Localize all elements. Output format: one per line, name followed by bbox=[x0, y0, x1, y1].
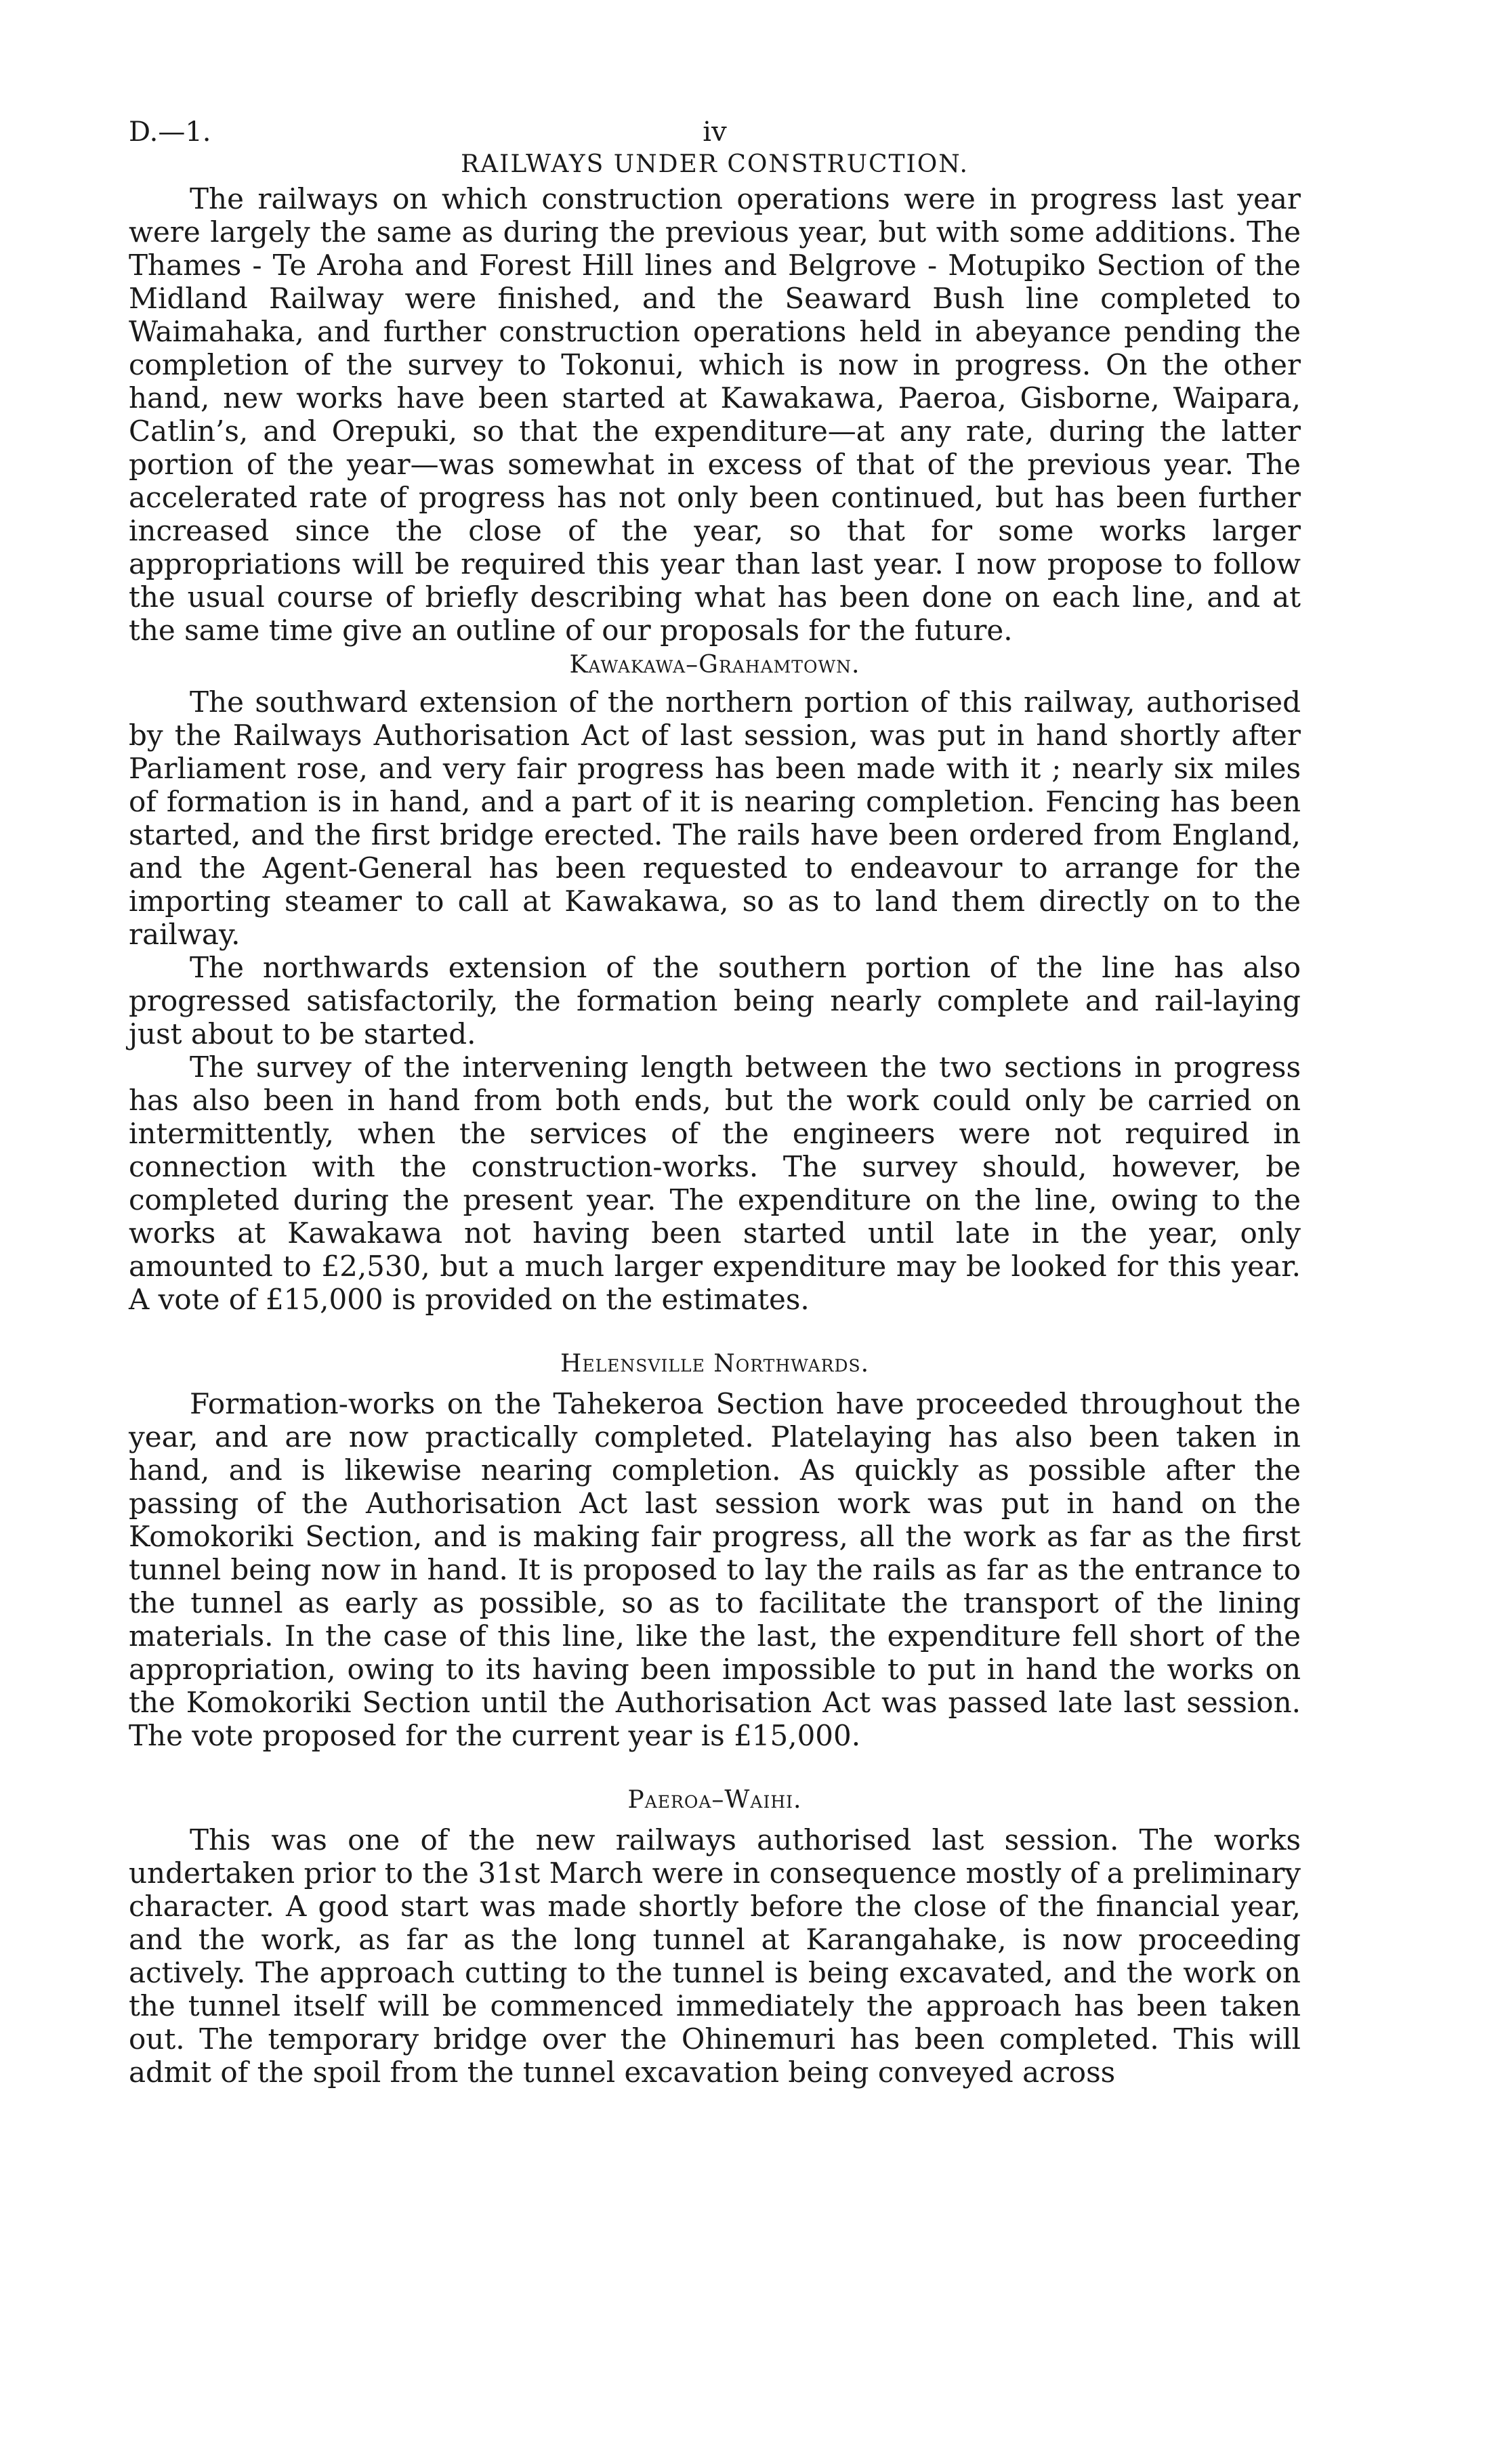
helensville-paragraph-1: Formation-works on the Tahekeroa Section have proceeded throughout the year, and are now practically completed. Platelaying has also been taken in hand, and is likewise nearing completion. As quickly as possible after the passing of the Authorisation Act last session work was put in hand on the Komokoriki Section, and is making fair progress, all the work as far as the first tunnel being now in hand. It is proposed to lay the rails as far as the entrance to the tunnel as early as possible, so as to facilitate the transport of the lining materials. In the case of this line, like the last, the expenditure fell short of the appropriation, owing to its having been impossible to put in hand the works on the Komokoriki Section until the Authorisation Act was passed late last session. The vote proposed for the current year is £15,000. bbox=[129, 1387, 1301, 1752]
kawakawa-paragraph-2: The northwards extension of the southern portion of the line has also progressed satisfactorily, the formation being nearly complete and rail-laying just about to be started. bbox=[129, 951, 1301, 1050]
page-title: RAILWAYS UNDER CONSTRUCTION. bbox=[461, 150, 969, 178]
kawakawa-paragraph-3: The survey of the intervening length between the two sections in progress has also been in hand from both ends, but the work could only be carried on intermittently, when the services of the engineers were not required in connection with the construction-works. The survey should, however, be completed during the present year. The expenditure on the line, owing to the works at Kawakawa not having been started until late in the year, only amounted to £2,530, but a much larger expenditure may be looked for this year. A vote of £15,000 is provided on the estimates. bbox=[129, 1050, 1301, 1316]
intro-paragraph: The railways on which construction operations were in progress last year were largely the same as during the previous year, but with some additions. The Thames - Te Aroha and Forest Hill lines and Belgrove - Motupiko Section of the Midland Railway were finished, and the Seaward Bush line completed to Waimahaka, and further construction operations held in abeyance pending the completion of the survey to Tokonui, which is now in progress. On the other hand, new works have been started at Kawakawa, Paeroa, Gisborne, Waipara, Catlin’s, and Orepuki, so that the expenditure—at any rate, during the latter portion of the year—was somewhat in excess of that of the previous year. The accelerated rate of progress has not only been continued, but has been further increased since the close of the year, so that for some works larger appropriations will be required this year than last year. I now propose to follow the usual course of briefly describing what has been done on each line, and at the same time give an outline of our proposals for the future. bbox=[129, 182, 1301, 647]
section-heading-helensville: Helensville Northwards. bbox=[560, 1350, 870, 1378]
page-header bbox=[129, 102, 1301, 150]
document-page bbox=[129, 102, 1301, 2089]
paeroa-paragraph-1: This was one of the new railways authorised last session. The works undertaken prior to the 31st March were in consequence mostly of a preliminary character. A good start was made shortly before the close of the financial year, and the work, as far as the long tunnel at Karangahake, is now proceeding actively. The approach cutting to the tunnel is being excavated, and the work on the tunnel itself will be commenced immediately the approach has been taken out. The temporary bridge over the Ohinemuri has been completed. This will admit of the spoil from the tunnel excavation being conveyed across bbox=[129, 1823, 1301, 2089]
kawakawa-paragraph-1: The southward extension of the northern portion of this railway, authorised by the Railways Authorisation Act of last session, was put in hand shortly after Parliament rose, and very fair progress has been made with it ; nearly six miles of formation is in hand, and a part of it is nearing completion. Fencing has been started, and the first bridge erected. The rails have been ordered from England, and the Agent-General has been requested to endeavour to arrange for the importing steamer to call at Kawakawa, so as to land them directly on to the railway. bbox=[129, 685, 1301, 951]
page-number: iv bbox=[703, 116, 727, 148]
section-heading-kawakawa: Kawakawa–Grahamtown. bbox=[569, 651, 860, 679]
document-reference: D.—1. bbox=[129, 116, 211, 148]
section-heading-paeroa: Paeroa–Waihi. bbox=[627, 1786, 802, 1814]
